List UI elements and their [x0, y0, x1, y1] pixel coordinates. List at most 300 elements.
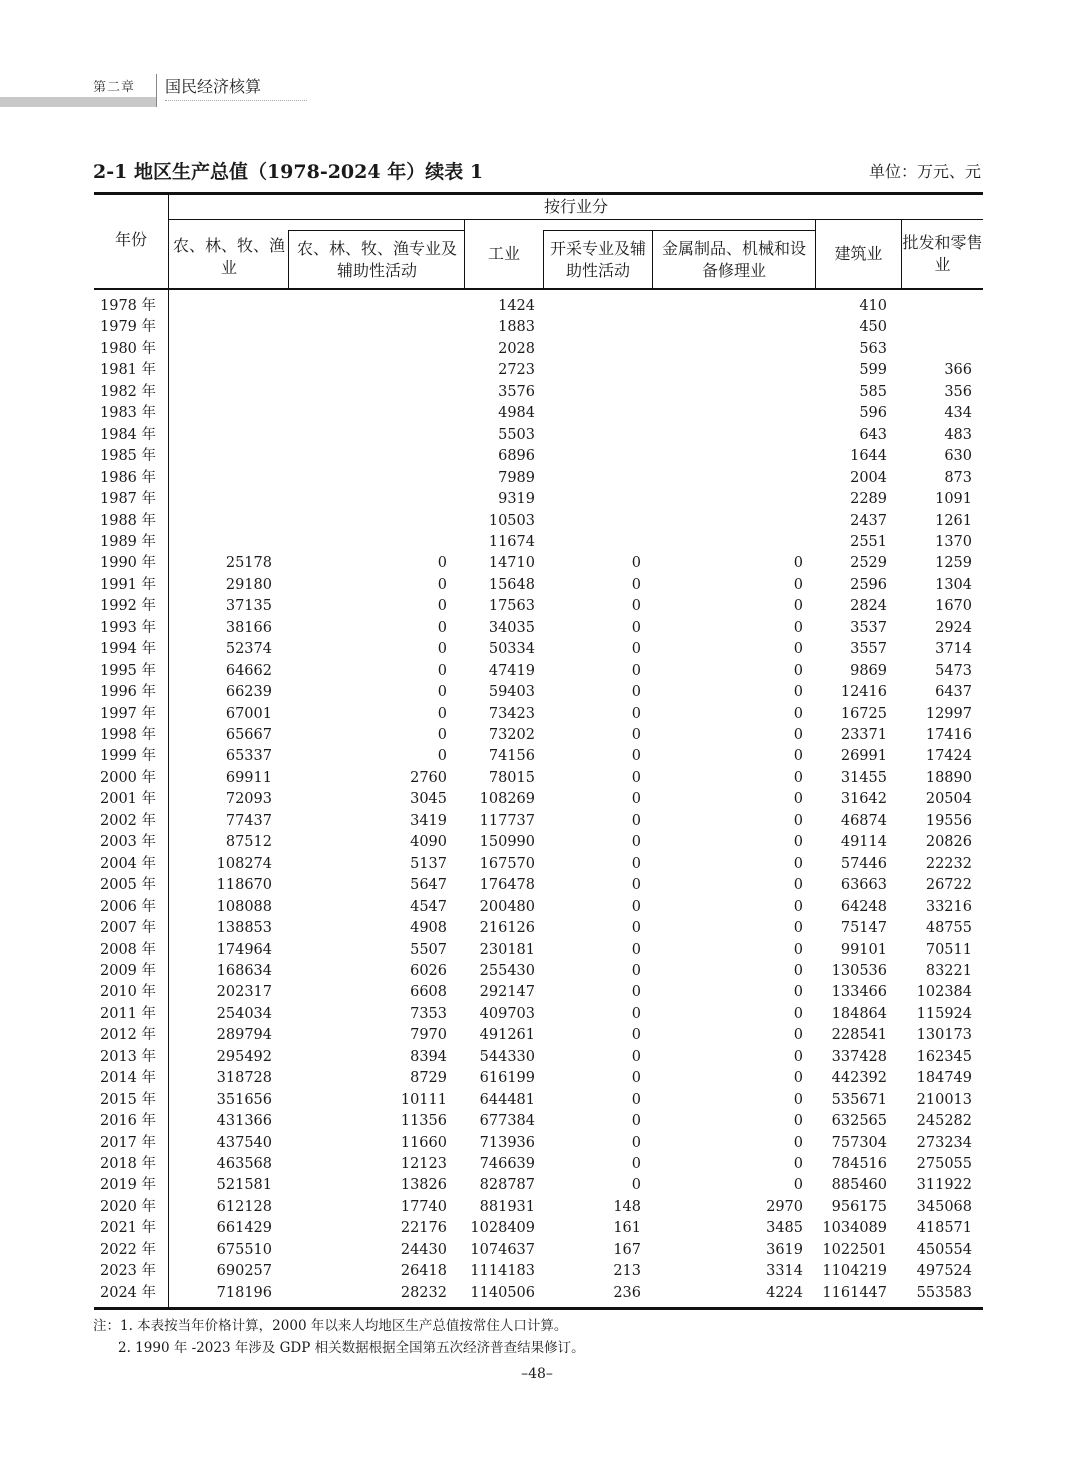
cell-construction: 1022501 — [822, 1241, 887, 1258]
cell-year: 2008 年 — [100, 941, 157, 958]
cell-construction: 16725 — [840, 705, 887, 722]
table-row — [94, 961, 983, 982]
cell-year: 1985 年 — [100, 448, 157, 465]
cell-agriculture: 661429 — [216, 1220, 272, 1237]
cell-year: 2013 年 — [100, 1048, 157, 1065]
cell-construction: 57446 — [840, 855, 887, 872]
cell-industry: 1028409 — [470, 1220, 535, 1237]
cell-mining-services: 0 — [631, 641, 641, 658]
cell-agri-services: 5137 — [410, 855, 447, 872]
cell-wholesale-retail: 20826 — [925, 834, 972, 851]
cell-year: 1996 年 — [100, 684, 157, 701]
cell-agriculture: 521581 — [216, 1177, 272, 1194]
cell-mining-services: 0 — [631, 1070, 641, 1087]
cell-wholesale-retail: 1091 — [935, 491, 972, 508]
cell-metal-repair: 0 — [793, 1156, 803, 1172]
header-metal-repair: 金属制品、机械和设备修理业 — [661, 239, 806, 280]
cell-year: 2020 年 — [100, 1198, 157, 1215]
cell-industry: 9319 — [498, 491, 535, 508]
cell-wholesale-retail: 1259 — [935, 555, 972, 572]
cell-metal-repair: 0 — [793, 812, 803, 829]
cell-wholesale-retail: 20504 — [925, 791, 972, 808]
cell-construction: 596 — [859, 405, 887, 422]
cell-industry: 2028 — [498, 340, 535, 357]
cell-agri-services: 24430 — [400, 1241, 447, 1258]
cell-construction: 1104219 — [822, 1263, 887, 1280]
table-row — [94, 339, 983, 360]
cell-industry: 616199 — [479, 1070, 535, 1087]
cell-construction: 133466 — [831, 984, 887, 1001]
cell-industry: 713936 — [479, 1134, 535, 1151]
cell-metal-repair: 0 — [793, 641, 803, 658]
cell-industry: 17563 — [488, 598, 535, 615]
cell-metal-repair: 0 — [793, 877, 803, 894]
cell-agriculture: 289794 — [216, 1027, 272, 1044]
cell-construction: 1034089 — [822, 1220, 887, 1237]
cell-agri-services: 17740 — [400, 1198, 447, 1215]
cell-metal-repair: 3314 — [766, 1263, 803, 1280]
cell-mining-services: 0 — [631, 769, 641, 786]
cell-year: 1994 年 — [100, 641, 157, 658]
cell-year: 1997 年 — [100, 705, 157, 722]
cell-mining-services: 0 — [631, 791, 641, 808]
cell-wholesale-retail: 130173 — [916, 1027, 972, 1044]
cell-agri-services: 4547 — [410, 898, 447, 915]
table-row — [94, 317, 983, 338]
cell-year: 1995 年 — [100, 662, 157, 679]
sub-rule — [543, 230, 815, 231]
cell-wholesale-retail: 450554 — [916, 1241, 972, 1258]
cell-construction: 563 — [859, 340, 887, 357]
cell-year: 1978 年 — [100, 298, 157, 314]
cell-construction: 410 — [859, 298, 887, 314]
col-rule — [652, 230, 653, 288]
cell-wholesale-retail: 17416 — [925, 727, 972, 743]
cell-agriculture: 168634 — [216, 962, 272, 979]
table-row — [94, 360, 983, 381]
cell-industry: 1074637 — [470, 1241, 535, 1258]
cell-wholesale-retail: 311922 — [916, 1177, 972, 1194]
cell-agri-services: 4908 — [410, 920, 447, 937]
cell-industry: 167570 — [479, 855, 535, 872]
table-row — [94, 918, 983, 939]
cell-industry: 73423 — [488, 705, 535, 722]
cell-industry: 828787 — [479, 1177, 535, 1194]
cell-agriculture: 690257 — [216, 1263, 272, 1280]
cell-industry: 6896 — [498, 448, 535, 465]
cell-industry: 117737 — [479, 812, 535, 829]
cell-industry: 4984 — [498, 405, 535, 422]
table-row — [94, 1175, 983, 1196]
note-1: 注：1. 本表按当年价格计算，2000 年以来人均地区生产总值按常住人口计算。 — [93, 1318, 568, 1334]
cell-wholesale-retail: 5473 — [935, 662, 972, 679]
table-row — [94, 854, 983, 875]
cell-agriculture: 52374 — [225, 641, 272, 658]
cell-mining-services: 0 — [631, 619, 641, 636]
cell-industry: 1114183 — [470, 1263, 535, 1280]
cell-agri-services: 7970 — [410, 1027, 447, 1044]
cell-wholesale-retail: 1370 — [935, 533, 972, 550]
cell-wholesale-retail: 19556 — [925, 812, 972, 829]
cell-agriculture: 463568 — [216, 1156, 272, 1172]
cell-construction: 2551 — [850, 533, 887, 550]
cell-wholesale-retail: 1670 — [935, 598, 972, 615]
table-row — [94, 382, 983, 403]
cell-year: 2007 年 — [100, 920, 157, 937]
cell-construction: 632565 — [831, 1113, 887, 1130]
cell-mining-services: 0 — [631, 555, 641, 572]
cell-mining-services: 0 — [631, 727, 641, 743]
cell-industry: 1883 — [498, 319, 535, 336]
cell-wholesale-retail: 356 — [944, 383, 972, 400]
cell-agriculture: 108274 — [216, 855, 272, 872]
cell-year: 1984 年 — [100, 426, 157, 443]
chapter-title: 国民经济核算 — [165, 74, 307, 101]
cell-wholesale-retail: 33216 — [925, 898, 972, 915]
cell-metal-repair: 0 — [793, 855, 803, 872]
cell-wholesale-retail: 70511 — [925, 941, 972, 958]
cell-agri-services: 6026 — [410, 962, 447, 979]
cell-industry: 73202 — [488, 727, 535, 743]
cell-year: 1986 年 — [100, 469, 157, 486]
cell-wholesale-retail: 483 — [944, 426, 972, 443]
table-row — [94, 596, 983, 617]
cell-mining-services: 0 — [631, 855, 641, 872]
cell-metal-repair: 0 — [793, 619, 803, 636]
cell-wholesale-retail: 1261 — [935, 512, 972, 529]
table-row — [94, 1283, 983, 1304]
table-row — [94, 940, 983, 961]
cell-wholesale-retail: 273234 — [916, 1134, 972, 1151]
cell-year: 2023 年 — [100, 1263, 157, 1280]
cell-year: 2000 年 — [100, 769, 157, 786]
cell-wholesale-retail: 2924 — [935, 619, 972, 636]
table-row — [94, 489, 983, 510]
cell-construction: 956175 — [831, 1198, 887, 1215]
cell-metal-repair: 0 — [793, 962, 803, 979]
cell-agriculture: 612128 — [216, 1198, 272, 1215]
cell-construction: 757304 — [831, 1134, 887, 1151]
cell-mining-services: 0 — [631, 1091, 641, 1108]
cell-construction: 885460 — [831, 1177, 887, 1194]
cell-mining-services: 213 — [613, 1263, 641, 1280]
table-row — [94, 897, 983, 918]
cell-agriculture: 64662 — [225, 662, 272, 679]
table-row — [94, 832, 983, 853]
cell-industry: 34035 — [488, 619, 535, 636]
cell-metal-repair: 0 — [793, 1134, 803, 1151]
cell-metal-repair: 0 — [793, 662, 803, 679]
cell-agri-services: 0 — [437, 705, 447, 722]
cell-year: 1989 年 — [100, 533, 157, 550]
cell-industry: 14710 — [488, 555, 535, 572]
cell-year: 1982 年 — [100, 383, 157, 400]
cell-year: 2014 年 — [100, 1070, 157, 1087]
table-row — [94, 1047, 983, 1068]
cell-mining-services: 167 — [613, 1241, 641, 1258]
cell-agri-services: 28232 — [400, 1284, 447, 1301]
table-row — [94, 1004, 983, 1025]
cell-year: 2016 年 — [100, 1113, 157, 1130]
cell-mining-services: 0 — [631, 705, 641, 722]
sub-rule — [288, 230, 464, 231]
table-row — [94, 746, 983, 767]
table-row — [94, 1068, 983, 1089]
cell-construction: 46874 — [840, 812, 887, 829]
cell-mining-services: 0 — [631, 984, 641, 1001]
cell-metal-repair: 0 — [793, 555, 803, 572]
cell-agri-services: 0 — [437, 727, 447, 743]
cell-year: 1991 年 — [100, 576, 157, 593]
cell-agri-services: 2760 — [410, 769, 447, 786]
cell-wholesale-retail: 18890 — [925, 769, 972, 786]
cell-agri-services: 3419 — [410, 812, 447, 829]
cell-mining-services: 0 — [631, 662, 641, 679]
table-row — [94, 682, 983, 703]
cell-metal-repair: 0 — [793, 1113, 803, 1130]
cell-metal-repair: 0 — [793, 727, 803, 743]
cell-agriculture: 29180 — [225, 576, 272, 593]
cell-metal-repair: 3485 — [766, 1220, 803, 1237]
cell-construction: 9869 — [850, 662, 887, 679]
cell-metal-repair: 0 — [793, 598, 803, 615]
cell-mining-services: 148 — [613, 1198, 641, 1215]
cell-metal-repair: 4224 — [766, 1284, 803, 1301]
cell-agriculture: 431366 — [216, 1113, 272, 1130]
cell-industry: 150990 — [479, 834, 535, 851]
cell-metal-repair: 0 — [793, 684, 803, 701]
cell-year: 2002 年 — [100, 812, 157, 829]
table-row — [94, 811, 983, 832]
cell-construction: 585 — [859, 383, 887, 400]
header-agriculture: 农、林、牧、渔业 — [172, 236, 285, 277]
cell-wholesale-retail: 345068 — [916, 1198, 972, 1215]
cell-agri-services: 22176 — [400, 1220, 447, 1237]
cell-year: 2022 年 — [100, 1241, 157, 1258]
cell-year: 2015 年 — [100, 1091, 157, 1108]
cell-agri-services: 26418 — [400, 1263, 447, 1280]
cell-mining-services: 0 — [631, 1156, 641, 1172]
cell-year: 1983 年 — [100, 405, 157, 422]
cell-industry: 1140506 — [470, 1284, 535, 1301]
cell-mining-services: 0 — [631, 576, 641, 593]
cell-industry: 409703 — [479, 1005, 535, 1022]
table-row — [94, 704, 983, 725]
cell-agri-services: 0 — [437, 641, 447, 658]
cell-construction: 2289 — [850, 491, 887, 508]
cell-industry: 216126 — [479, 920, 535, 937]
table-row — [94, 875, 983, 896]
cell-agriculture: 254034 — [216, 1005, 272, 1022]
cell-industry: 544330 — [479, 1048, 535, 1065]
cell-wholesale-retail: 48755 — [925, 920, 972, 937]
cell-wholesale-retail: 418571 — [916, 1220, 972, 1237]
cell-agriculture: 675510 — [216, 1241, 272, 1258]
cell-metal-repair: 0 — [793, 898, 803, 915]
cell-industry: 200480 — [479, 898, 535, 915]
cell-construction: 130536 — [831, 962, 887, 979]
cell-wholesale-retail: 245282 — [916, 1113, 972, 1130]
cell-year: 2010 年 — [100, 984, 157, 1001]
col-rule — [543, 230, 544, 288]
cell-construction: 3537 — [850, 619, 887, 636]
cell-agri-services: 5647 — [410, 877, 447, 894]
cell-mining-services: 0 — [631, 834, 641, 851]
cell-construction: 3557 — [850, 641, 887, 658]
cell-metal-repair: 0 — [793, 1070, 803, 1087]
cell-construction: 184864 — [831, 1005, 887, 1022]
cell-industry: 5503 — [498, 426, 535, 443]
cell-year: 2003 年 — [100, 834, 157, 851]
cell-agriculture: 66239 — [225, 684, 272, 701]
cell-agri-services: 0 — [437, 619, 447, 636]
cell-industry: 7989 — [498, 469, 535, 486]
table-row — [94, 553, 983, 574]
cell-agri-services: 0 — [437, 598, 447, 615]
header-bar — [0, 97, 156, 107]
table-row — [94, 768, 983, 789]
cell-agriculture: 67001 — [225, 705, 272, 722]
cell-wholesale-retail: 275055 — [916, 1156, 972, 1172]
cell-agri-services: 10111 — [400, 1091, 447, 1108]
cell-mining-services: 0 — [631, 748, 641, 765]
cell-construction: 1644 — [850, 448, 887, 465]
cell-industry: 3576 — [498, 383, 535, 400]
cell-agriculture: 138853 — [216, 920, 272, 937]
table-row — [94, 468, 983, 489]
cell-year: 2018 年 — [100, 1156, 157, 1172]
cell-mining-services: 0 — [631, 962, 641, 979]
table-row — [94, 1025, 983, 1046]
cell-mining-services: 0 — [631, 1048, 641, 1065]
table-row — [94, 425, 983, 446]
cell-construction: 12416 — [840, 684, 887, 701]
cell-agri-services: 8394 — [410, 1048, 447, 1065]
cell-mining-services: 161 — [613, 1220, 641, 1237]
table-row — [94, 575, 983, 596]
cell-agriculture: 69911 — [225, 769, 272, 786]
cell-mining-services: 0 — [631, 598, 641, 615]
cell-year: 2005 年 — [100, 877, 157, 894]
bottom-rule — [94, 1307, 983, 1310]
cell-agriculture: 38166 — [225, 619, 272, 636]
cell-wholesale-retail: 366 — [944, 362, 972, 379]
table-row — [94, 532, 983, 553]
cell-metal-repair: 0 — [793, 941, 803, 958]
cell-agriculture: 108088 — [216, 898, 272, 915]
cell-mining-services: 0 — [631, 941, 641, 958]
cell-industry: 78015 — [488, 769, 535, 786]
cell-year: 1992 年 — [100, 598, 157, 615]
cell-agriculture: 718196 — [216, 1284, 272, 1301]
cell-mining-services: 0 — [631, 898, 641, 915]
cell-agriculture: 65667 — [225, 727, 272, 743]
cell-agri-services: 7353 — [410, 1005, 447, 1022]
cell-agriculture: 318728 — [216, 1070, 272, 1087]
cell-agri-services: 4090 — [410, 834, 447, 851]
page-number: –48– — [521, 1366, 553, 1382]
cell-year: 1990 年 — [100, 555, 157, 572]
cell-wholesale-retail: 22232 — [925, 855, 972, 872]
cell-agriculture: 37135 — [225, 598, 272, 615]
table-row — [94, 982, 983, 1003]
table-title: 2-1 地区生产总值（1978-2024 年）续表 1 — [93, 161, 484, 183]
cell-metal-repair: 3619 — [766, 1241, 803, 1258]
cell-mining-services: 0 — [631, 1134, 641, 1151]
unit-label: 单位：万元、元 — [868, 162, 981, 181]
cell-metal-repair: 0 — [793, 1027, 803, 1044]
cell-construction: 31455 — [840, 769, 887, 786]
cell-metal-repair: 0 — [793, 769, 803, 786]
cell-agriculture: 295492 — [216, 1048, 272, 1065]
cell-mining-services: 0 — [631, 877, 641, 894]
cell-wholesale-retail: 210013 — [916, 1091, 972, 1108]
cell-industry: 2723 — [498, 362, 535, 379]
cell-year: 2019 年 — [100, 1177, 157, 1194]
cell-metal-repair: 0 — [793, 791, 803, 808]
cell-wholesale-retail: 873 — [944, 469, 972, 486]
table-row — [94, 1154, 983, 1175]
cell-wholesale-retail: 497524 — [916, 1263, 972, 1280]
table-row — [94, 661, 983, 682]
table-row — [94, 446, 983, 467]
cell-year: 1998 年 — [100, 727, 157, 743]
cell-year: 2012 年 — [100, 1027, 157, 1044]
cell-mining-services: 0 — [631, 684, 641, 701]
header-divider — [156, 74, 157, 107]
cell-metal-repair: 0 — [793, 705, 803, 722]
cell-wholesale-retail: 102384 — [916, 984, 972, 1001]
header-construction: 建筑业 — [834, 244, 883, 263]
table-row — [94, 725, 983, 746]
cell-year: 1987 年 — [100, 491, 157, 508]
table-row — [94, 1197, 983, 1218]
cell-agriculture: 77437 — [225, 812, 272, 829]
cell-agriculture: 25178 — [225, 555, 272, 572]
cell-industry: 255430 — [479, 962, 535, 979]
cell-industry: 677384 — [479, 1113, 535, 1130]
cell-wholesale-retail: 434 — [944, 405, 972, 422]
cell-year: 2001 年 — [100, 791, 157, 808]
cell-construction: 31642 — [840, 791, 887, 808]
cell-year: 1979 年 — [100, 319, 157, 336]
cell-construction: 599 — [859, 362, 887, 379]
cell-agriculture: 87512 — [225, 834, 272, 851]
cell-construction: 99101 — [840, 941, 887, 958]
cell-industry: 644481 — [479, 1091, 535, 1108]
header-wholesale-retail: 批发和零售业 — [902, 233, 983, 274]
cell-agri-services: 3045 — [410, 791, 447, 808]
cell-year: 1980 年 — [100, 340, 157, 357]
cell-year: 2004 年 — [100, 855, 157, 872]
cell-year: 1988 年 — [100, 512, 157, 529]
cell-year: 2006 年 — [100, 898, 157, 915]
cell-metal-repair: 0 — [793, 984, 803, 1001]
table-row — [94, 1218, 983, 1239]
cell-industry: 881931 — [479, 1198, 535, 1215]
cell-industry: 230181 — [479, 941, 535, 958]
cell-construction: 228541 — [831, 1027, 887, 1044]
cell-agri-services: 0 — [437, 748, 447, 765]
cell-construction: 64248 — [840, 898, 887, 915]
cell-metal-repair: 2970 — [766, 1198, 803, 1215]
cell-agri-services: 12123 — [400, 1156, 447, 1172]
cell-metal-repair: 0 — [793, 834, 803, 851]
cell-industry: 108269 — [479, 791, 535, 808]
cell-construction: 535671 — [831, 1091, 887, 1108]
cell-metal-repair: 0 — [793, 1177, 803, 1194]
cell-year: 2021 年 — [100, 1220, 157, 1237]
